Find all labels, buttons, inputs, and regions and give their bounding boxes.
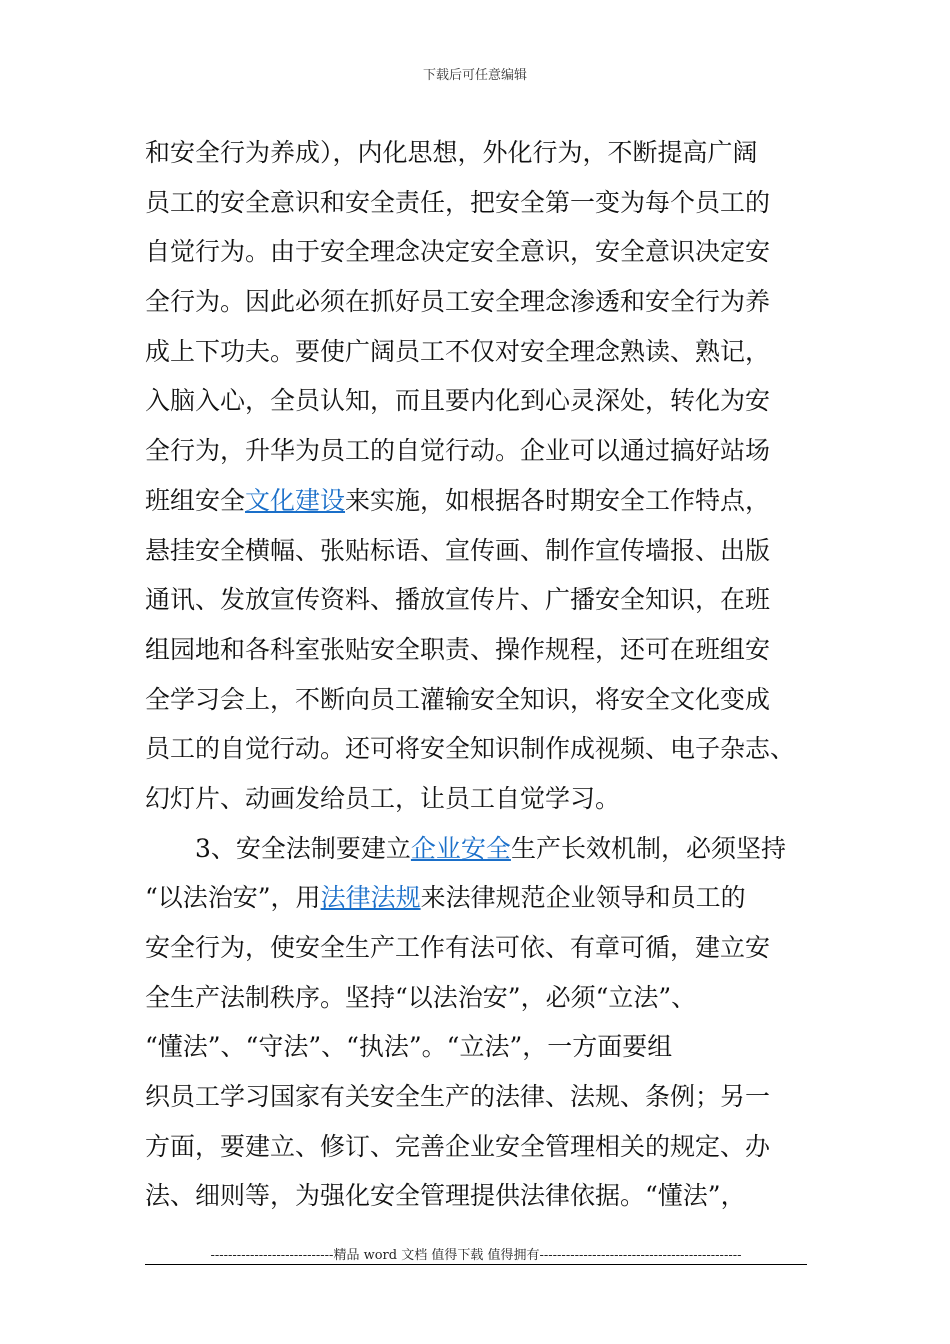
- text-run: 组园地和各科室张贴安全职责、操作规程，还可在班组安: [145, 634, 771, 664]
- text-run: 织员工学习国家有关安全生产的法律、法规、条例；另一: [145, 1082, 771, 1112]
- page-footer: ----------------------------精品 word 文档 值得下载 值得拥有----------------------------------------------: [210, 1248, 742, 1263]
- text-run: 班组安全: [145, 485, 246, 515]
- text-line: [145, 426, 807, 476]
- text-line: [145, 1022, 807, 1072]
- document-body: [145, 128, 807, 1221]
- text-run: 成上下功夫。要使广阔员工不仅对安全理念熟读、熟记，: [145, 336, 771, 366]
- text-run: 生产长效机制，必须坚持: [510, 833, 786, 863]
- text-run: “懂法”、“守法”、“执法”。“立法”，一方面要组: [145, 1032, 673, 1062]
- text-line: [145, 923, 807, 973]
- text-line: [145, 973, 807, 1023]
- text-line: [145, 1072, 807, 1122]
- text-line: [145, 376, 807, 426]
- text-run: 来实施，如根据各时期安全工作特点，: [345, 485, 771, 515]
- text-line: [145, 1171, 807, 1221]
- text-run: 全生产法制秩序。坚持“以法治安”，必须“立法”、: [145, 982, 697, 1012]
- inline-link[interactable]: 法律法规: [320, 883, 421, 913]
- text-run: 法、细则等，为强化安全管理提供法律依据。“懂法”，: [145, 1181, 746, 1211]
- text-run: 全行为。因此必须在抓好员工安全理念渗透和安全行为养: [145, 287, 771, 317]
- text-run: 悬挂安全横幅、张贴标语、宣传画、制作宣传墙报、出版: [145, 535, 771, 565]
- text-run: 全行为，升华为员工的自觉行动。企业可以通过搞好站场: [145, 436, 771, 466]
- text-run: 员工的自觉行动。还可将安全知识制作成视频、电子杂志、: [145, 734, 796, 764]
- text-run: 来法律规范企业领导和员工的: [420, 883, 746, 913]
- text-line: [145, 526, 807, 576]
- inline-link[interactable]: 文化建设: [245, 485, 346, 515]
- text-run: 安全行为，使安全生产工作有法可依、有章可循，建立安: [145, 933, 771, 962]
- text-line: [145, 476, 807, 526]
- text-line: [145, 625, 807, 675]
- text-line: [145, 824, 807, 874]
- text-run: 通讯、发放宣传资料、播放宣传片、广播安全知识，在班: [145, 585, 771, 615]
- text-run: 全学习会上，不断向员工灌输安全知识，将安全文化变成: [145, 684, 771, 714]
- text-run: 方面，要建立、修订、完善企业安全管理相关的规定、办: [145, 1131, 771, 1161]
- text-run: 幻灯片、动画发给员工，让员工自觉学习。: [145, 783, 621, 813]
- text-line: [145, 178, 807, 228]
- text-run: 入脑入心，全员认知，而且要内化到心灵深处，转化为安: [145, 386, 771, 416]
- inline-link[interactable]: 企业安全: [410, 833, 511, 863]
- text-run: 和安全行为养成），内化思想，外化行为，不断提高广阔: [145, 138, 758, 167]
- text-line: [145, 675, 807, 725]
- paragraph: [145, 128, 807, 824]
- text-line: [145, 1122, 807, 1172]
- text-run: 3、安全法制要建立: [195, 833, 411, 863]
- text-run: 自觉行为。由于安全理念决定安全意识，安全意识决定安: [145, 237, 771, 267]
- text-line: [145, 873, 807, 923]
- text-run: 员工的安全意识和安全责任，把安全第一变为每个员工的: [145, 187, 771, 217]
- footer-rule: [145, 1264, 807, 1265]
- text-line: [145, 724, 807, 774]
- text-run: “以法治安”，用: [145, 883, 321, 913]
- paragraph: [145, 824, 807, 1222]
- text-line: [145, 327, 807, 377]
- text-line: [145, 575, 807, 625]
- text-line: [145, 774, 807, 824]
- text-line: [145, 227, 807, 277]
- page-header: 下载后可任意编辑: [422, 68, 527, 83]
- text-line: [145, 128, 807, 178]
- text-line: [145, 277, 807, 327]
